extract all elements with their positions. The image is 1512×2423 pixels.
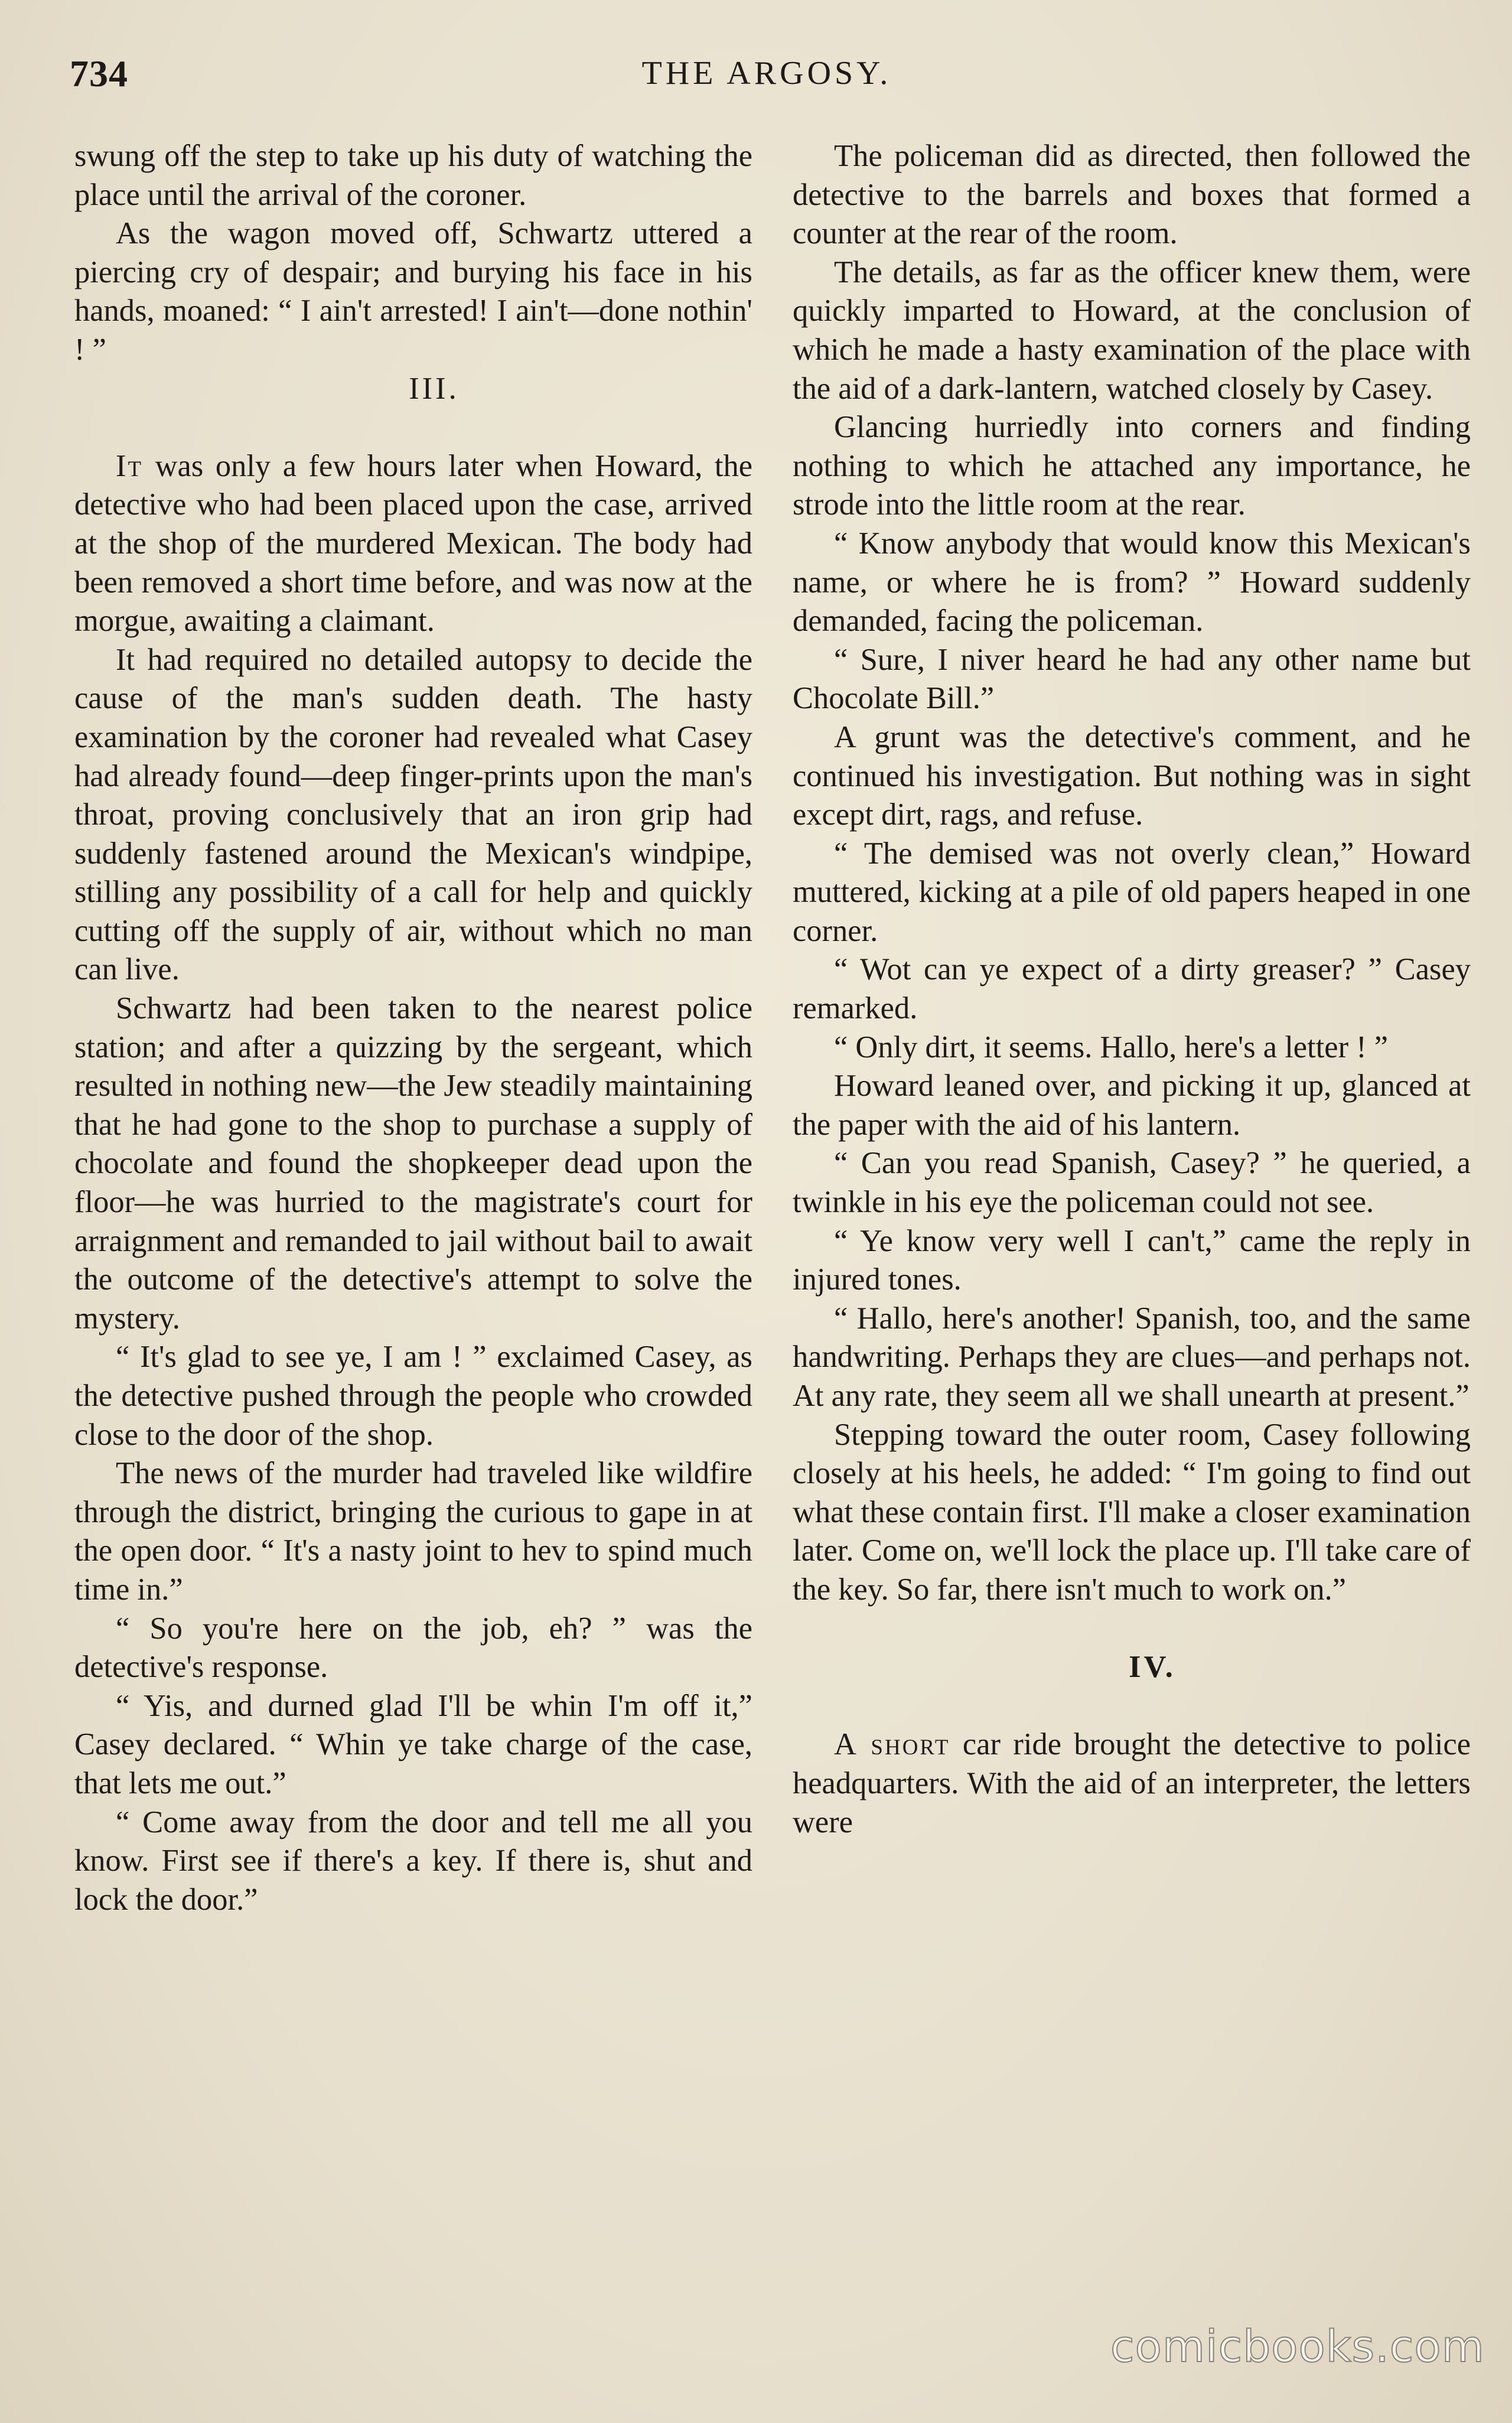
lead-word: It — [116, 448, 144, 483]
left-column — [74, 137, 752, 1919]
paragraph: The news of the murder had traveled like wildfire through the district, bringing the curious to gape in at the open door. “ It's a nasty joint to hev to spind much time in.” — [74, 1456, 752, 1607]
paragraph: A grunt was the detective's comment, and he continued his investigation. But nothing was in sight except dirt, rags, and refuse. — [793, 719, 1471, 832]
paragraph-text: was only a few hours later when Howard, the detective who had been placed upon the case, arrived at the shop of the murdered Mexican. The body had been removed a short time before, and was now at the morgue, awaiting a claimant. — [74, 448, 752, 639]
section-spacer — [793, 1610, 1471, 1649]
paragraph: The details, as far as the officer knew them, were quickly imparted to Howard, at the conclusion of which he made a hasty examination of the place with the aid of a dark-lantern, watched closely by Casey. — [793, 255, 1471, 406]
page-number: 734 — [70, 53, 128, 95]
section-spacer — [793, 1687, 1471, 1726]
paragraph: It had required no detailed autopsy to decide the cause of the man's sudden death. The hasty examination by the coroner had revealed what Casey had already found—deep finger-prints upon the man's throat, proving conclusively that an iron grip had suddenly fastened around the Mexican's windpipe, stilling any possibility of a call for help and quickly cutting off the supply of air, without which no man can live. — [74, 642, 752, 987]
paragraph-text: car ride brought the detective to police headquarters. With the aid of an interpreter, the letters were — [793, 1727, 1471, 1839]
paragraph: Howard leaned over, and picking it up, glanced at the paper with the aid of his lantern. — [793, 1069, 1471, 1142]
paragraph: “ It's glad to see ye, I am ! ” exclaimed Casey, as the detective pushed through the people who crowded close to the door of the shop. — [74, 1340, 752, 1452]
paragraph: As the wagon moved off, Schwartz uttered a piercing cry of despair; and burying his face in his hands, moaned: “ I ain't arrested! I ain't—done nothin' ! ” — [74, 216, 752, 367]
paragraph: Schwartz had been taken to the nearest police station; and after a quizzing by the sergeant, which resulted in nothing new—the Jew steadily maintaining that he had gone to the shop to purchase a supply of chocolate and found the shopkeeper dead upon the floor—he was hurried to the magistrate's court for arraignment and remanded to jail without bail to await the outcome of the detective's attempt to solve the mystery. — [74, 991, 752, 1336]
right-column — [793, 137, 1471, 1842]
paragraph: “ Yis, and durned glad I'll be whin I'm off it,” Casey declared. “ Whin ye take charge of the case, that lets me out.” — [74, 1688, 752, 1800]
paragraph: “ Hallo, here's another! Spanish, too, and the same handwriting. Perhaps they are clues—and perhaps not. At any rate, they seem all we shall unearth at present.” — [793, 1301, 1471, 1413]
paragraph: “ So you're here on the job, eh? ” was the detective's response. — [74, 1611, 752, 1685]
paragraph: Stepping toward the outer room, Casey following closely at his heels, he added: “ I'm going to find out what these contain first. I'll make a closer examination later. Come on, we'll lock the place up. I'll take care of the key. So far, there isn't much to work on.” — [793, 1417, 1471, 1607]
paragraph: “ Know anybody that would know this Mexican's name, or where he is from? ” Howard suddenly demanded, facing the policeman. — [793, 526, 1471, 639]
paragraph — [74, 447, 752, 641]
page-header — [70, 52, 1464, 105]
paragraph: The policeman did as directed, then followed the detective to the barrels and boxes that formed a counter at the rear of the room. — [793, 139, 1471, 251]
paragraph: “ Can you read Spanish, Casey? ” he queried, a twinkle in his eye the policeman could not see. — [793, 1146, 1471, 1220]
paragraph: “ Ye know very well I can't,” came the reply in injured tones. — [793, 1223, 1471, 1297]
section-heading-IV: IV. — [1129, 1650, 1176, 1685]
running-head: THE ARGOSY. — [641, 55, 892, 92]
watermark-logo: comicbooks.com — [1110, 2321, 1485, 2372]
section-spacer — [74, 408, 752, 447]
lead-word: A short — [834, 1727, 950, 1762]
paragraph: “ Only dirt, it seems. Hallo, here's a letter ! ” — [834, 1030, 1389, 1064]
paragraph: “ Come away from the door and tell me all you know. First see if there's a key. If there is, shut and lock the door.” — [74, 1805, 752, 1917]
section-heading-III: III. — [409, 371, 460, 406]
paragraph: Glancing hurriedly into corners and finding nothing to which he attached any importance, he strode into the little room at the rear. — [793, 410, 1471, 522]
paragraph: “ The demised was not overly clean,” Howard muttered, kicking at a pile of old papers heaped in one corner. — [793, 836, 1471, 948]
paragraph — [793, 1725, 1471, 1842]
paragraph: “ Sure, I niver heard he had any other name but Chocolate Bill.” — [793, 642, 1471, 716]
paragraph: swung off the step to take up his duty of watching the place until the arrival of the coroner. — [74, 139, 752, 212]
paragraph: “ Wot can ye expect of a dirty greaser? ” Casey remarked. — [793, 952, 1471, 1026]
